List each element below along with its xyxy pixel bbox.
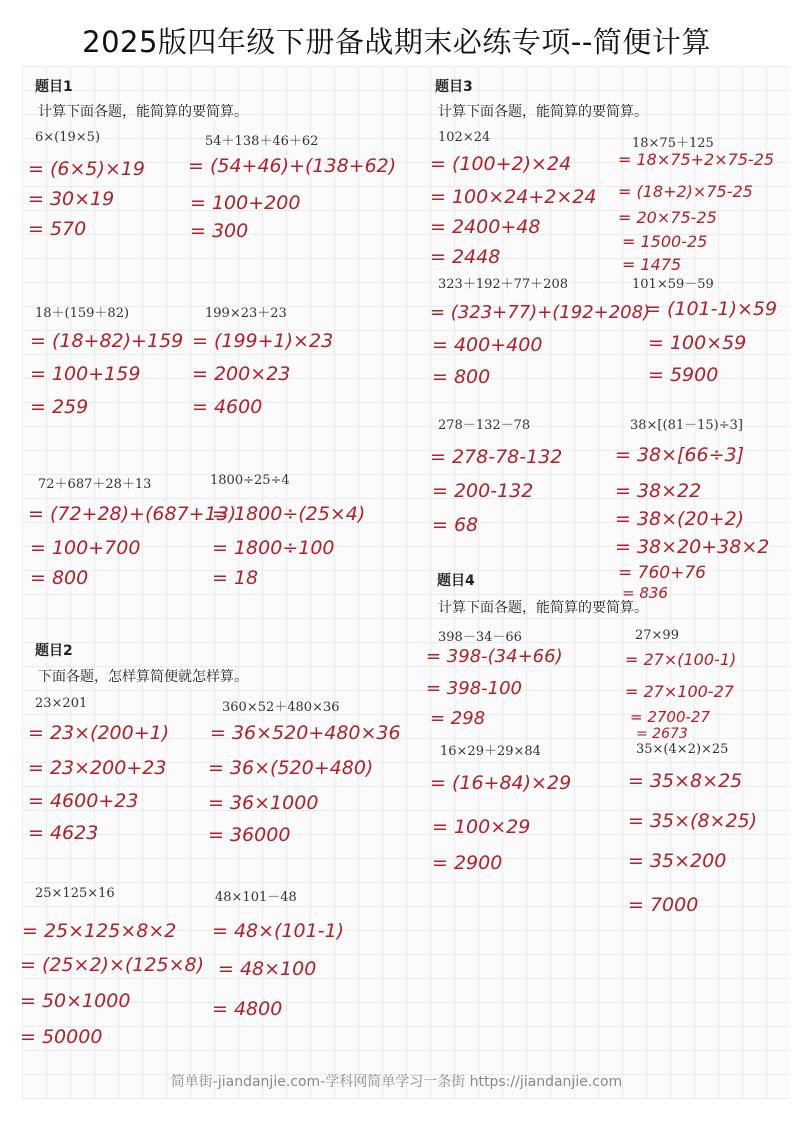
q4-p1-step: = 398-(34+66) bbox=[426, 646, 563, 667]
q3-p3-step: = 400+400 bbox=[432, 334, 543, 356]
q2-p4-step: = 48×(101-1) bbox=[212, 920, 345, 942]
q3-p5-expr: 278－132－78 bbox=[438, 418, 531, 433]
q2-p4-expr: 48×101－48 bbox=[215, 890, 297, 905]
q4-p2-step: = 27×100-27 bbox=[625, 682, 734, 701]
q3-instruction: 计算下面各题，能简算的要简算。 bbox=[438, 104, 648, 120]
q3-p3-expr: 323＋192＋77＋208 bbox=[438, 277, 568, 292]
q4-p1-step: = 398-100 bbox=[426, 678, 523, 699]
q1-p5-step: = 800 bbox=[30, 567, 89, 589]
q3-p2-step: = 1475 bbox=[622, 255, 682, 274]
q1-p3-expr: 18＋(159＋82) bbox=[35, 306, 130, 321]
q1-p5-step: = (72+28)+(687+13) bbox=[28, 503, 237, 525]
q3-p1-step: = 100×24+2×24 bbox=[430, 186, 597, 208]
q3-p6-step: = 760+76 bbox=[618, 563, 706, 583]
q1-p3-step: = 100+159 bbox=[30, 363, 141, 385]
q2-title: 题目2 bbox=[35, 643, 73, 659]
q3-p4-step: = (101-1)×59 bbox=[645, 298, 778, 320]
q4-p2-expr: 27×99 bbox=[635, 628, 679, 643]
q3-p4-step: = 100×59 bbox=[648, 332, 747, 354]
q1-instruction: 计算下面各题，能简算的要简算。 bbox=[38, 104, 248, 120]
q1-p3-step: = (18+82)+159 bbox=[30, 330, 184, 352]
q4-p1-step: = 298 bbox=[430, 708, 486, 729]
q3-p6-step: = 836 bbox=[622, 584, 668, 602]
q3-p6-step: = 38×(20+2) bbox=[615, 508, 745, 530]
q4-p1-expr: 398－34－66 bbox=[438, 630, 522, 645]
q4-p4-step: = 35×8×25 bbox=[628, 770, 743, 792]
q4-p3-step: = (16+84)×29 bbox=[430, 772, 572, 794]
q1-p5-step: = 100+700 bbox=[30, 537, 141, 559]
q2-p3-step: = 25×125×8×2 bbox=[22, 920, 177, 942]
q1-p2-step: = 100+200 bbox=[190, 192, 301, 214]
q4-p4-step: = 7000 bbox=[628, 894, 699, 916]
q4-p2-step: = 2673 bbox=[636, 726, 688, 742]
q2-p1-step: = 23×200+23 bbox=[28, 757, 167, 779]
q3-p6-step: = 38×22 bbox=[615, 480, 702, 502]
q3-p2-step: = 18×75+2×75-25 bbox=[618, 150, 775, 169]
q4-p3-expr: 16×29＋29×84 bbox=[440, 744, 541, 759]
q2-p4-step: = 4800 bbox=[212, 998, 283, 1020]
q2-p2-step: = 36×(520+480) bbox=[208, 757, 374, 779]
q3-p4-step: = 5900 bbox=[648, 364, 719, 386]
q1-p1-step: = (6×5)×19 bbox=[28, 158, 145, 180]
q3-p1-step: = 2448 bbox=[430, 246, 501, 268]
q3-p2-step: = (18+2)×75-25 bbox=[618, 182, 753, 201]
q4-p3-step: = 2900 bbox=[432, 852, 503, 874]
q1-p1-step: = 30×19 bbox=[28, 188, 115, 210]
q3-p5-step: = 278-78-132 bbox=[430, 446, 563, 468]
q1-p6-expr: 1800÷25÷4 bbox=[210, 473, 290, 488]
q3-p4-expr: 101×59－59 bbox=[632, 277, 714, 292]
q3-title: 题目3 bbox=[435, 79, 473, 95]
q3-p3-step: = 800 bbox=[432, 366, 491, 388]
q4-p2-step: = 27×(100-1) bbox=[625, 650, 737, 669]
footer-text: 简单街-jiandanjie.com-学科网简单学习一条街 https://jiandanjie.com bbox=[170, 1074, 623, 1090]
q4-p2-step: = 2700-27 bbox=[630, 708, 711, 726]
q3-p2-step: = 20×75-25 bbox=[618, 208, 717, 227]
q2-p3-step: = 50000 bbox=[20, 1026, 103, 1048]
q1-title: 题目1 bbox=[35, 79, 73, 95]
q1-p4-step: = 4600 bbox=[192, 396, 263, 418]
q4-p4-expr: 35×(4×2)×25 bbox=[636, 742, 729, 757]
q3-p3-step: = (323+77)+(192+208) bbox=[430, 302, 651, 323]
q2-p1-step: = 4623 bbox=[28, 822, 99, 844]
q3-p1-step: = (100+2)×24 bbox=[430, 153, 572, 175]
q1-p6-step: = 1800÷100 bbox=[212, 537, 335, 559]
page-title: 2025版四年级下册备战期末必练专项--简便计算 bbox=[82, 25, 711, 59]
q2-p1-step: = 4600+23 bbox=[28, 790, 139, 812]
q2-p2-step: = 36000 bbox=[208, 824, 291, 846]
q1-p3-step: = 259 bbox=[30, 396, 89, 418]
q1-p2-step: = (54+46)+(138+62) bbox=[188, 155, 397, 177]
q4-p4-step: = 35×(8×25) bbox=[628, 810, 758, 832]
q2-p3-step: = (25×2)×(125×8) bbox=[20, 954, 204, 976]
q2-p3-expr: 25×125×16 bbox=[35, 886, 115, 901]
q2-p1-expr: 23×201 bbox=[35, 696, 88, 711]
q2-p4-step: = 48×100 bbox=[218, 958, 317, 980]
q1-p1-step: = 570 bbox=[28, 218, 87, 240]
q4-p4-step: = 35×200 bbox=[628, 850, 727, 872]
q2-p3-step: = 50×1000 bbox=[20, 990, 131, 1012]
q1-p2-step: = 300 bbox=[190, 220, 249, 242]
q1-p4-step: = (199+1)×23 bbox=[192, 330, 334, 352]
q3-p1-expr: 102×24 bbox=[438, 130, 491, 145]
q1-p4-step: = 200×23 bbox=[192, 363, 291, 385]
q3-p1-step: = 2400+48 bbox=[430, 216, 541, 238]
q4-instruction: 计算下面各题，能简算的要简算。 bbox=[438, 600, 648, 616]
q3-p6-expr: 38×[(81－15)÷3] bbox=[630, 418, 743, 433]
q2-p2-step: = 36×1000 bbox=[208, 792, 319, 814]
q1-p6-step: = 18 bbox=[212, 567, 259, 589]
q3-p5-step: = 68 bbox=[432, 514, 479, 536]
q3-p2-expr: 18×75＋125 bbox=[632, 136, 714, 151]
q1-p6-step: = 1800÷(25×4) bbox=[212, 503, 366, 525]
q4-title: 题目4 bbox=[437, 573, 475, 589]
q2-p2-step: = 36×520+480×36 bbox=[210, 722, 401, 744]
q2-instruction: 下面各题，怎样算简便就怎样算。 bbox=[38, 669, 248, 685]
q3-p6-step: = 38×[66÷3] bbox=[615, 444, 745, 466]
q2-p2-expr: 360×52＋480×36 bbox=[222, 700, 340, 715]
q2-p1-step: = 23×(200+1) bbox=[28, 722, 170, 744]
q3-p5-step: = 200-132 bbox=[432, 480, 534, 502]
q1-p4-expr: 199×23＋23 bbox=[205, 306, 287, 321]
q4-p3-step: = 100×29 bbox=[432, 816, 531, 838]
q3-p6-step: = 38×20+38×2 bbox=[615, 536, 770, 558]
q1-p5-expr: 72＋687＋28＋13 bbox=[38, 477, 152, 492]
q1-p1-expr: 6×(19×5) bbox=[35, 130, 101, 145]
q3-p2-step: = 1500-25 bbox=[622, 232, 708, 251]
q1-p2-expr: 54＋138＋46＋62 bbox=[205, 134, 319, 149]
